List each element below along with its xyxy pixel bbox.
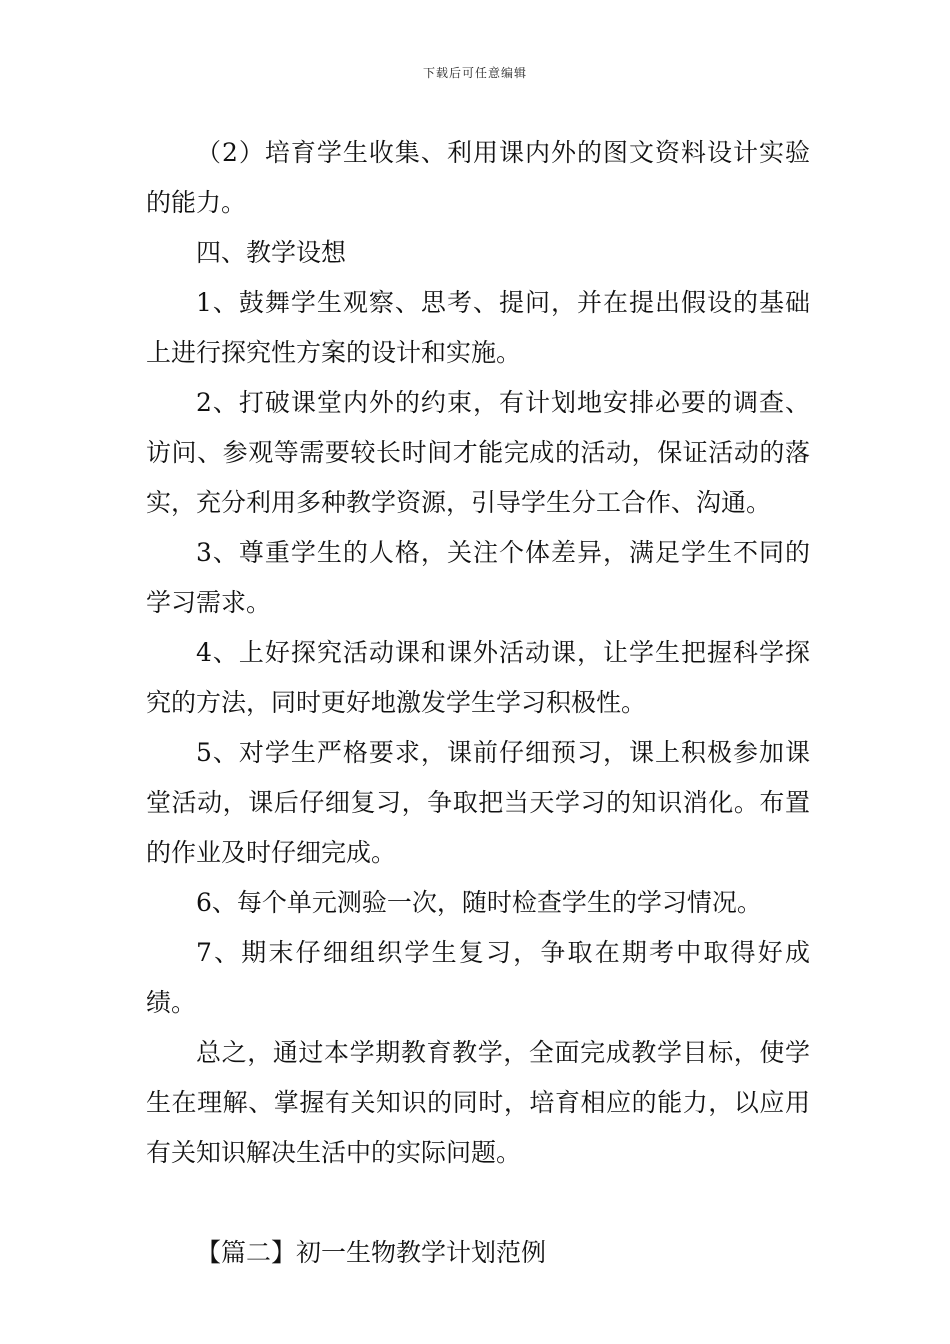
paragraph-idea-1: 1、鼓舞学生观察、思考、提问，并在提出假设的基础上进行探究性方案的设计和实施。 bbox=[146, 288, 810, 367]
section-title-teaching-ideas: 四、教学设想 bbox=[196, 238, 347, 267]
paragraph-idea-3: 3、尊重学生的人格，关注个体差异，满足学生不同的学习需求。 bbox=[146, 538, 810, 617]
paragraph-ability-item-2: （2）培育学生收集、利用课内外的图文资料设计实验的能力。 bbox=[146, 138, 810, 217]
paragraph-idea-4: 4、上好探究活动课和课外活动课，让学生把握科学探究的方法，同时更好地激发学生学习积极性。 bbox=[146, 638, 810, 717]
document-body bbox=[146, 128, 810, 1278]
paragraph-idea-6: 6、每个单元测验一次，随时检查学生的学习情况。 bbox=[196, 888, 762, 917]
paragraph-idea-7: 7、期末仔细组织学生复习，争取在期考中取得好成绩。 bbox=[146, 938, 810, 1017]
paragraph-summary: 总之，通过本学期教育教学，全面完成教学目标，使学生在理解、掌握有关知识的同时，培育相应的能力，以应用有关知识解决生活中的实际问题。 bbox=[146, 1038, 810, 1167]
paragraph-idea-5: 5、对学生严格要求，课前仔细预习，课上积极参加课堂活动，课后仔细复习，争取把当天学习的知识消化。布置的作业及时仔细完成。 bbox=[146, 738, 810, 867]
page-header-note: 下载后可任意编辑 bbox=[422, 66, 527, 80]
paragraph-idea-2: 2、打破课堂内外的约束，有计划地安排必要的调查、访问、参观等需要较长时间才能完成的活动，保证活动的落实，充分利用多种教学资源，引导学生分工合作、沟通。 bbox=[146, 388, 810, 517]
next-section-title: 【篇二】初一生物教学计划范例 bbox=[196, 1238, 547, 1267]
